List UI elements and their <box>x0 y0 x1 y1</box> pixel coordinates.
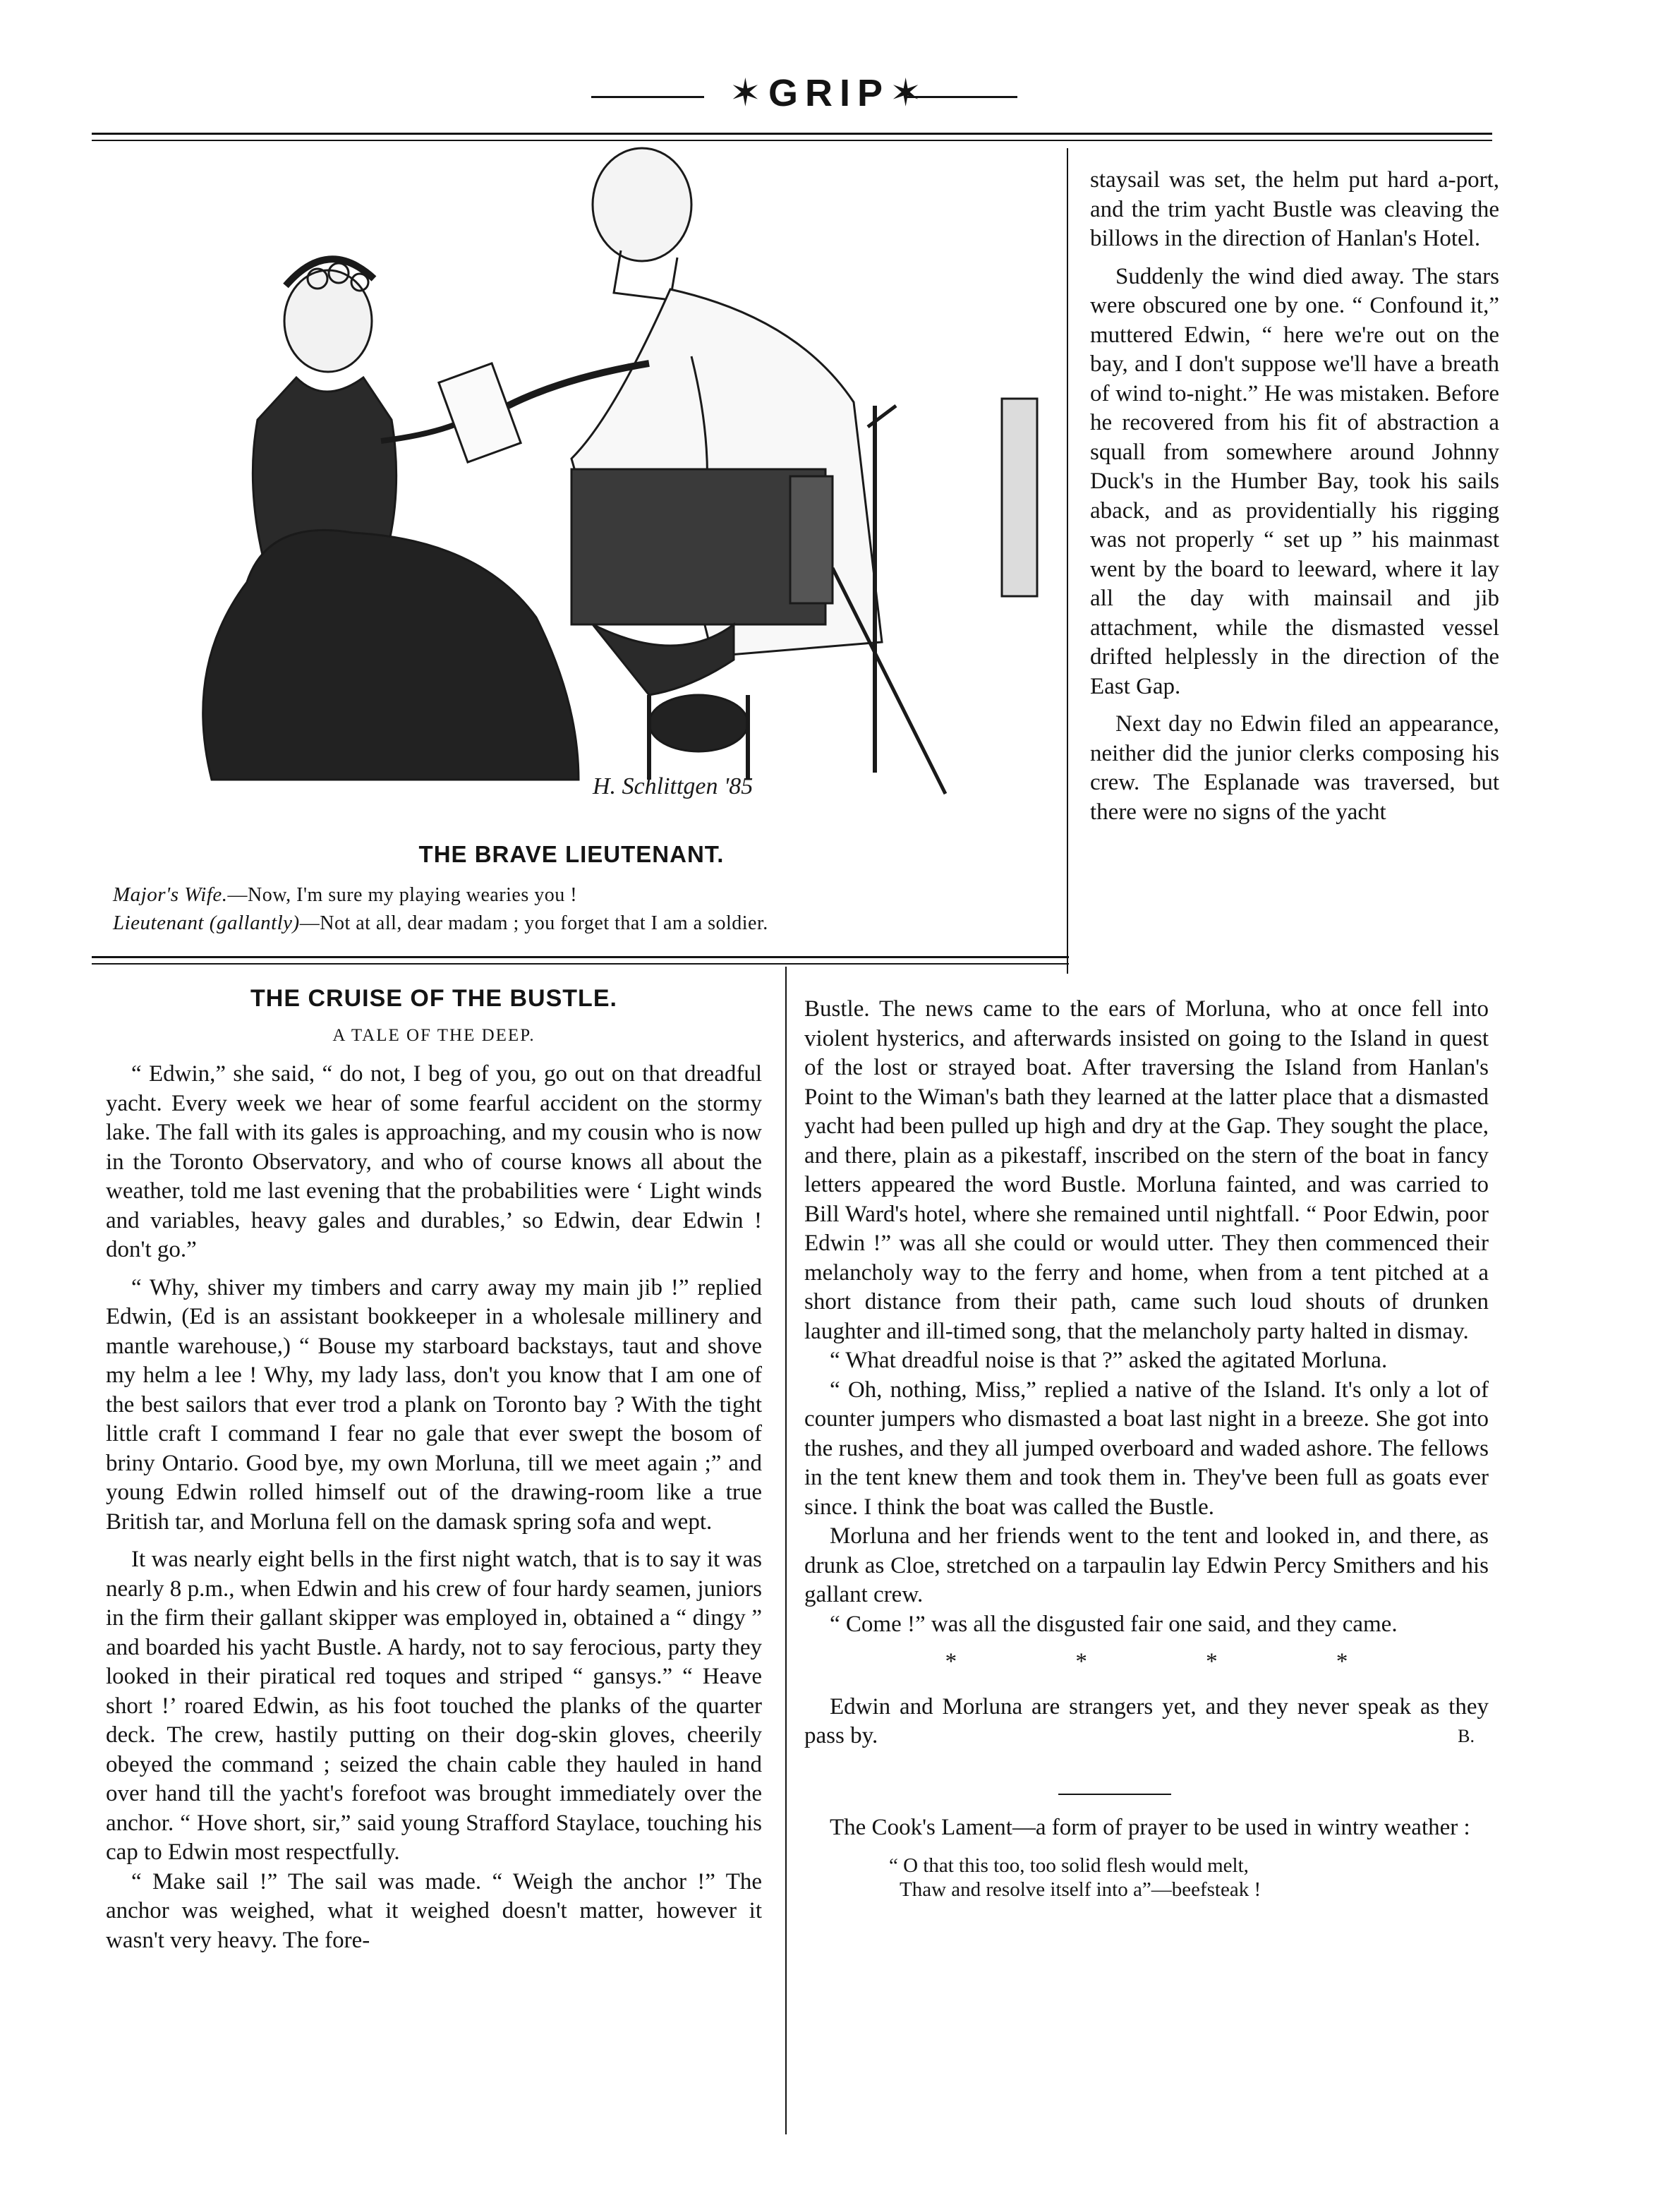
article-column-left <box>106 984 762 1955</box>
header-rule-top <box>92 133 1492 135</box>
star-ornament-left: ✶ <box>729 72 768 114</box>
masthead-name: GRIP <box>768 72 890 114</box>
paragraph-9: “ What dreadful noise is that ?” asked the agitated Morluna. <box>830 1348 1388 1373</box>
paragraph-3: It was nearly eight bells in the first night watch, that is to say it was nearly 8 p.m., when Edwin and his crew of four hardy seamen, juniors in the firm their gallant skipper was employed in, obtained a “ dingy ” and boarded his yacht Bustle. A hardy, not to say ferocious, party they looked in their piratical red toques and striped “ gansys.” “ Heave short !’ roared Edwin, as his foot touched the planks of the quarter deck. The crew, hastily putting on their dog-skin gloves, cheerily obeyed the command ; seized the chain cable they hauled in hand over hand till the yacht's forefoot was brought immediately over the anchor. “ Hove short, sir,” said young Strafford Staylace, touching his cap to Edwin most respectfully. <box>106 1547 762 1865</box>
artist-signature: H. Schlittgen '85 <box>593 773 754 799</box>
article-signature: B. <box>1458 1726 1475 1746</box>
masthead-title <box>0 71 1658 115</box>
caption-line-2 <box>113 912 768 935</box>
paragraph-6: Suddenly the wind died away. The stars were obscured one by one. “ Confound it,” muttered Edwin, “ here we're out on the bay, and I don't suppose we'll have a breath of wind to-night.” He was mistaken. Before he recovered from his fit of abstraction a squall from somewhere around Johnny Duck's in the Humber Bay, took his sails aback, and as providentially his rigging was not properly “ set up ” his mainmast went by the board to leeward, where it lay all the day with mainsail and jib attachment, while the dismasted vessel drifted helplessly in the direction of the East Gap. <box>1090 263 1499 699</box>
piano-chair <box>571 469 833 780</box>
paragraph-11: Morluna and her friends went to the tent and looked in, and there, as drunk as Cloe, stretched on a tarpaulin lay Edwin Percy Smithers and his gallant crew. <box>804 1523 1489 1607</box>
cartoon-illustration <box>85 145 1058 822</box>
article-subheading: A TALE OF THE DEEP. <box>332 1025 535 1045</box>
caption-text-1: —Now, I'm sure my playing wearies you ! <box>227 884 578 906</box>
caption-line-1 <box>113 883 577 907</box>
vertical-rule-lower <box>785 967 787 2134</box>
star-ornament-right: ✶ <box>890 72 929 114</box>
paragraph-10: “ Oh, nothing, Miss,” replied a native of the Island. It's only a lot of counter jumpers who dismasted a boat last night in a breeze. She got into the rushes, and they all jumped overboard and waded ashore. The fellows in the tent knew them and took them in. They've been full as goats ever since. I think the boat was called the Bustle. <box>804 1377 1489 1520</box>
section-break-stars: * * * * <box>945 1649 1348 1674</box>
majors-wife-figure <box>203 259 579 780</box>
horizontal-rule-under-cartoon-2 <box>92 963 1069 965</box>
closing-line: Edwin and Morluna are strangers yet, and they never speak as they pass by. <box>804 1693 1489 1748</box>
paragraph-7: Next day no Edwin filed an appearance, neither did the junior clerks composing his crew. The Esplanade was traversed, but there were no signs of the yacht <box>1090 711 1499 825</box>
paragraph-1: “ Edwin,” she said, “ do not, I beg of you, go out on that dreadful yacht. Every week we hear of some fearful accident on the stormy lake. The fall with its gales is approaching, and my cousin who is now in the Toronto Observatory, and who of course knows all about the weather, told me last evening that the probabilities were ‘ Light winds and variables, heavy gales and durables,’ so Edwin, dear Edwin ! don't go.” <box>106 1061 762 1262</box>
caption-text-2: —Not at all, dear madam ; you forget that I am a soldier. <box>299 912 768 934</box>
article-column-middle <box>804 995 1489 1902</box>
paragraph-4: “ Make sail !” The sail was made. “ Weigh the anchor !” The anchor was weighed, what it weighed doesn't matter, however it wasn't very heavy. The fore- <box>106 1868 762 1953</box>
paragraph-2: “ Why, shiver my timbers and carry away my main jib !” replied Edwin, (Ed is an assistant bookkeeper in a wholesale millinery and mantle warehouse,) “ Bouse my starboard backstays, taut and shove my helm a lee ! Why, my lady lass, don't you know that I am one of the best sailors that ever trod a plank on Toronto bay ? With the tight little craft I command I fear no gale that ever swept the bosom of briny Ontario. Good bye, my own Morluna, till we meet again ;” and young Edwin rolled himself out of the drawing-room like a true British tar, and Morluna fell on the damask spring sofa and wept. <box>106 1274 762 1535</box>
lament-poem-line-1: “ O that this too, too solid flesh would melt, <box>889 1854 1249 1877</box>
paragraph-8: Bustle. The news came to the ears of Morluna, who at once fell into violent hysterics, and afterwards insisted on going to the Island in quest of the lost or strayed boat. After traversing the Island from Hanlan's Point to the Wiman's bath they learned at the latter place that a dismasted yacht had been pulled up high and dry at the Gap. They sought the place, and there, plain as a pikestaff, inscribed on the stern of the boat in fancy letters appeared the word Bustle. Morluna fainted, and was carried to Bill Ward's hotel, where she remained until nightfall. “ Poor Edwin, poor Edwin !” was all she could or would utter. They then commenced their melancholy way to the ferry and home, when from a tent pitched at a short distance from their path, came such loud shouts of drunken laughter and ill-timed song, that the melancholy party halted in dismay. <box>804 996 1489 1344</box>
caption-speaker-2: Lieutenant (gallantly) <box>113 912 300 934</box>
paragraph-12: “ Come !” was all the disgusted fair one said, and they came. <box>830 1611 1398 1637</box>
section-divider <box>1058 1794 1171 1795</box>
caption-speaker-1: Major's Wife. <box>113 883 228 906</box>
horizontal-rule-under-cartoon-1 <box>92 956 1069 958</box>
lament-poem-line-2: Thaw and resolve itself into a”—beefsteak ! <box>900 1878 1261 1901</box>
vertical-rule-upper <box>1067 148 1068 974</box>
paragraph-5: staysail was set, the helm put hard a-port, and the trim yacht Bustle was cleaving the billows in the direction of Hanlan's Hotel. <box>1090 167 1499 251</box>
paragraph-13 <box>804 1693 1489 1751</box>
header-rule-bottom <box>92 140 1492 141</box>
article-heading: THE CRUISE OF THE BUSTLE. <box>250 985 617 1012</box>
cartoon-title: THE BRAVE LIEUTENANT. <box>418 841 725 867</box>
article-column-right-upper <box>1090 166 1499 827</box>
lament-paragraph: The Cook's Lament—a form of prayer to be used in wintry weather : <box>830 1814 1470 1840</box>
